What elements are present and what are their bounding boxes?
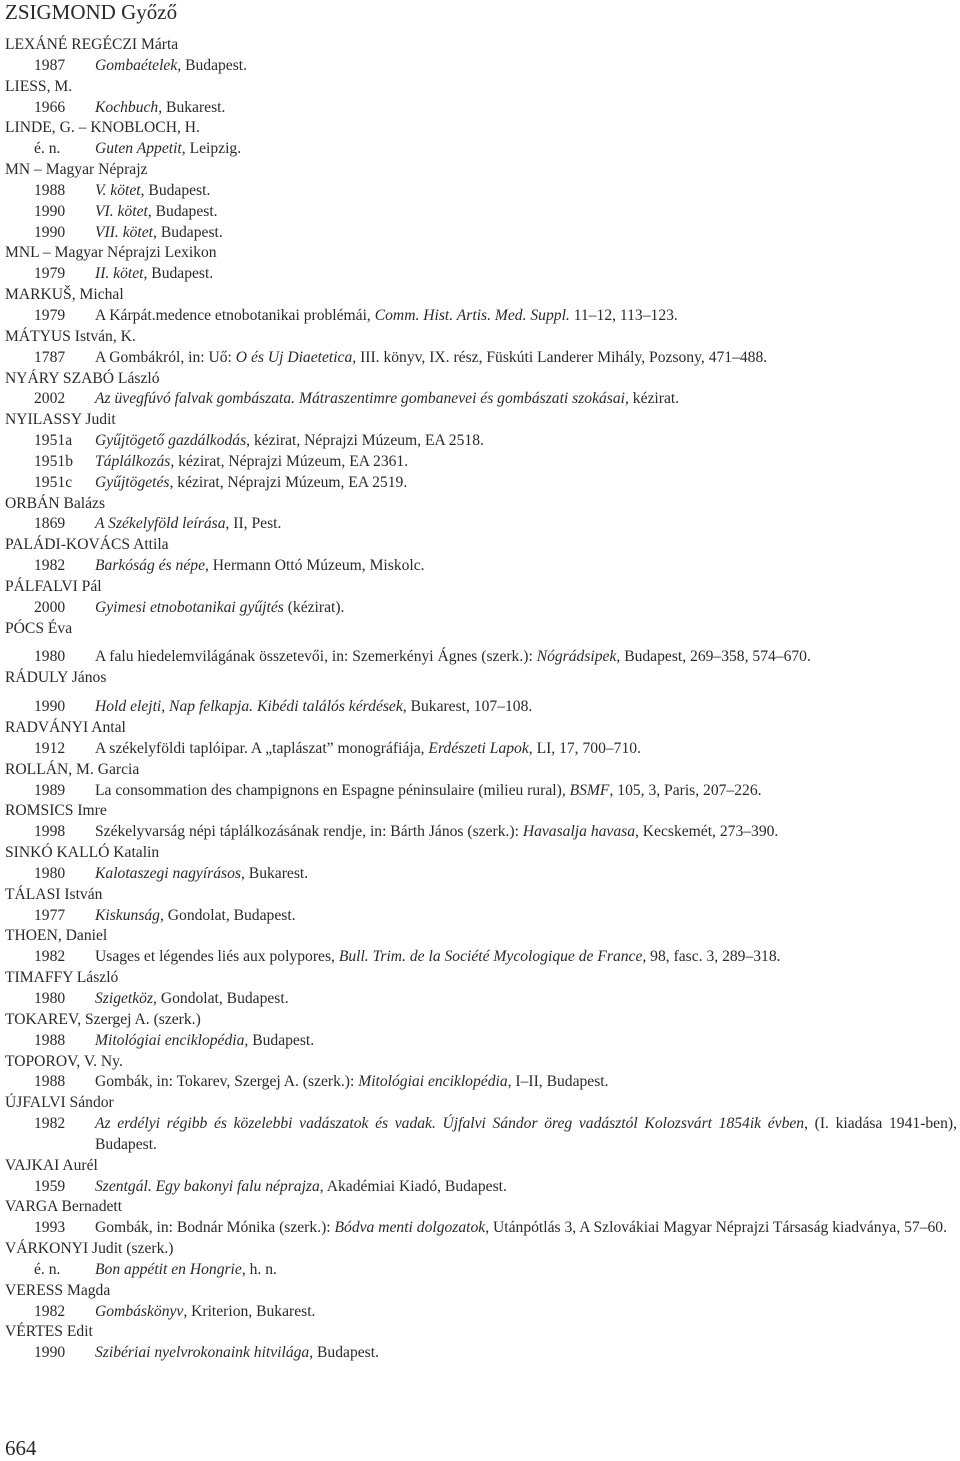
running-header: ZSIGMOND Győző (5, 0, 178, 24)
entry-text: Székelyvarság népi táplálkozásának rendje, in: Bárth János (szerk.): Havasalja havasa, Kecskemét, 273–390. (95, 823, 779, 841)
entry-item (5, 202, 957, 223)
entry-year: 1977 (34, 906, 66, 924)
bibliography-entry (5, 760, 957, 802)
entry-author: VÉRTES Edit (5, 1323, 93, 1341)
entry-year: 1982 (34, 948, 66, 966)
entry-author: PÁLFALVI Pál (5, 577, 102, 595)
entry-author: TOPOROV, V. Ny. (5, 1052, 123, 1070)
entry-year: 1912 (34, 739, 66, 757)
entry-author: MARKUŠ, Michal (5, 286, 124, 304)
entry-item (5, 739, 957, 760)
entry-year: 1959 (34, 1177, 66, 1195)
entry-item (5, 1114, 957, 1156)
entry-author: TIMAFFY László (5, 969, 119, 987)
entry-year: 1988 (34, 181, 66, 199)
entry-year: 1989 (34, 781, 66, 799)
entry-year: 1990 (34, 223, 66, 241)
entry-text: Kiskunság, Gondolat, Budapest. (95, 906, 296, 924)
entry-year: 1982 (34, 1302, 66, 1320)
entry-year: 1979 (34, 306, 66, 324)
entry-item (5, 647, 957, 668)
entry-author: THOEN, Daniel (5, 927, 108, 945)
entry-author: VARGA Bernadett (5, 1198, 123, 1216)
entry-item (5, 906, 957, 927)
bibliography-entry (5, 1322, 957, 1364)
bibliography-entry (5, 243, 957, 285)
page-number: 664 (5, 1436, 37, 1460)
entry-text: II. kötet, Budapest. (95, 265, 214, 283)
entry-text: Kalotaszegi nagyírásos, Bukarest. (95, 864, 309, 882)
entry-item (5, 1302, 957, 1323)
entry-year: 1993 (34, 1219, 66, 1237)
entry-text: Gyimesi etnobotanikai gyűjtés (kézirat). (95, 598, 345, 616)
entry-item (5, 1177, 957, 1198)
entry-year: 1990 (34, 202, 66, 220)
entry-item (5, 181, 957, 202)
bibliography-entry (5, 160, 957, 243)
entry-text: VI. kötet, Budapest. (95, 202, 218, 220)
entry-item (5, 1260, 957, 1281)
entry-item (5, 514, 957, 535)
bibliography-entry (5, 843, 957, 885)
entry-text: Szigetköz, Gondolat, Budapest. (95, 989, 289, 1007)
entry-author: TÁLASI István (5, 885, 103, 903)
entry-author: ÚJFALVI Sándor (5, 1094, 114, 1112)
entry-text: La consommation des champignons en Espagne péninsulaire (milieu rural), BSMF, 105, 3, Paris, 207–226. (95, 781, 762, 799)
entry-year: 1987 (34, 56, 66, 74)
bibliography-entry (5, 577, 957, 619)
entry-item (5, 139, 957, 160)
entry-item (5, 1343, 957, 1364)
entry-text: Bon appétit en Hongrie, h. n. (95, 1260, 277, 1278)
entry-author: RADVÁNYI Antal (5, 719, 126, 736)
bibliography-entry (5, 926, 957, 968)
entry-text: A székelyföldi taplóipar. A „taplászat” monográfiája, Erdészeti Lapok, LI, 17, 700–710. (95, 739, 641, 757)
bibliography-entry (5, 1239, 957, 1281)
entry-text: A Székelyföld leírása, II, Pest. (95, 515, 282, 533)
bibliography-entry (5, 327, 957, 369)
entry-text: Szentgál. Egy bakonyi falu néprajza, Akadémiai Kiadó, Budapest. (95, 1177, 507, 1195)
entry-item (5, 473, 957, 494)
entry-text: A Gombákról, in: Uő: O és Uj Diaetetica, III. könyv, IX. rész, Füskúti Landerer Mihály, Pozsony, 471–488. (95, 348, 768, 366)
entry-text: Usages et légendes liés aux polypores, Bull. Trim. de la Société Mycologique de France, 98, fasc. 3, 289–318. (95, 948, 781, 966)
entry-item (5, 223, 957, 244)
entry-text: Kochbuch, Bukarest. (95, 98, 226, 116)
bibliography-entry (5, 118, 957, 160)
entry-year: 1980 (34, 648, 66, 666)
entry-text: Szibériai nyelvrokonaink hitvilága, Budapest. (95, 1344, 379, 1362)
entry-text: Gombáskönyv, Kriterion, Bukarest. (95, 1302, 316, 1320)
entry-author: ROMSICS Imre (5, 802, 107, 820)
entry-author: VÁRKONYI Judit (szerk.) (5, 1240, 174, 1258)
entry-item (5, 822, 957, 843)
entry-year: 1980 (34, 864, 66, 882)
entry-year: 1951a (34, 432, 73, 450)
bibliography-entry (5, 1010, 957, 1052)
entry-year: 1869 (34, 515, 66, 533)
entry-text: Gyűjtögető gazdálkodás, kézirat, Néprajzi Múzeum, EA 2518. (95, 432, 484, 450)
entry-year: 1998 (34, 823, 66, 841)
entry-year: 1951c (34, 473, 73, 491)
entry-item (5, 947, 957, 968)
entry-item (5, 1031, 957, 1052)
entry-item (5, 98, 957, 119)
entry-text: Guten Appetit, Leipzig. (95, 140, 242, 158)
bibliography-entry (5, 1052, 957, 1094)
entry-item (5, 1072, 957, 1093)
entry-year: 1982 (34, 1115, 66, 1133)
entry-text: Gombaételek, Budapest. (95, 56, 248, 74)
entry-author: MÁTYUS István, K. (5, 327, 136, 345)
entry-author: PÓCS Éva (5, 619, 73, 637)
entry-author: SINKÓ KALLÓ Katalin (5, 844, 160, 862)
entry-item (5, 264, 957, 285)
entry-text: Táplálkozás, kézirat, Néprajzi Múzeum, EA 2361. (95, 452, 409, 470)
entry-item (5, 431, 957, 452)
bibliography-entry (5, 885, 957, 927)
bibliography-entry (5, 1093, 957, 1156)
entry-text: Gyűjtögetés, kézirat, Néprajzi Múzeum, EA 2519. (95, 473, 408, 491)
entry-text: Barkóság és népe, Hermann Ottó Múzeum, Miskolc. (95, 557, 425, 575)
bibliography-entry (5, 668, 957, 718)
entry-item (5, 781, 957, 802)
entry-item (5, 389, 957, 410)
entry-text: Az üvegfúvó falvak gombászata. Mátraszentimre gombanevei és gombászati szokásai, kézirat. (95, 390, 680, 408)
entry-year: 1951b (34, 452, 73, 470)
bibliography-entry (5, 494, 957, 536)
entry-author: LIESS, M. (5, 77, 73, 95)
bibliography-entry (5, 410, 957, 493)
entry-text: A falu hiedelemvilágának összetevői, in: Szemerkényi Ágnes (szerk.): Nógrádsipek, Budapest, 269–358, 574–670. (95, 648, 811, 666)
bibliography-entry (5, 35, 957, 77)
bibliography-entry (5, 1197, 957, 1239)
entry-text: A Kárpát.medence etnobotanikai problémái, Comm. Hist. Artis. Med. Suppl. 11–12, 113–123. (95, 306, 678, 324)
bibliography-entry (5, 1156, 957, 1198)
bibliography-list (5, 35, 957, 1364)
entry-year: 1980 (34, 989, 66, 1007)
entry-year: 1990 (34, 698, 66, 716)
bibliography-entry (5, 968, 957, 1010)
entry-item (5, 1218, 957, 1239)
entry-author: NYÁRY SZABÓ László (5, 369, 160, 387)
entry-author: VAJKAI Aurél (5, 1156, 98, 1174)
bibliography-entry (5, 535, 957, 577)
entry-item (5, 864, 957, 885)
entry-year: 1990 (34, 1344, 66, 1362)
entry-year: 1982 (34, 557, 66, 575)
entry-item (5, 697, 957, 718)
entry-text: Az erdélyi régibb és közelebbi vadászatok és vadak. Újfalvi Sándor öreg vadásztól Kolozsvárt 1854ik évben, (I. kiadása 1941-ben), Budapest. (95, 1115, 957, 1153)
bibliography-entry (5, 801, 957, 843)
entry-year: 2002 (34, 390, 66, 408)
entry-year: 1979 (34, 265, 66, 283)
entry-author: RÁDULY János (5, 669, 107, 687)
entry-year: 1966 (34, 98, 66, 116)
entry-year: 1787 (34, 348, 66, 366)
entry-author: VERESS Magda (5, 1281, 111, 1299)
entry-year: é. n. (34, 1260, 61, 1278)
bibliography-entry (5, 77, 957, 119)
entry-author: NYILASSY Judit (5, 411, 116, 429)
entry-text: V. kötet, Budapest. (95, 181, 211, 199)
bibliography-entry (5, 285, 957, 327)
entry-text: Gombák, in: Tokarev, Szergej A. (szerk.): Mitológiai enciklopédia, I–II, Budapest. (95, 1073, 609, 1091)
entry-author: ROLLÁN, M. Garcia (5, 760, 140, 778)
entry-item (5, 556, 957, 577)
entry-item (5, 348, 957, 369)
entry-item (5, 306, 957, 327)
entry-author: ORBÁN Balázs (5, 494, 106, 512)
bibliography-entry (5, 1281, 957, 1323)
entry-item (5, 598, 957, 619)
entry-author: MN – Magyar Néprajz (5, 161, 148, 179)
entry-text: Gombák, in: Bodnár Mónika (szerk.): Bódva menti dolgozatok, Utánpótlás 3, A Szlovákiai Magyar Néprajzi Társaság kiadványa, 57–60. (95, 1219, 948, 1237)
entry-author: LINDE, G. – KNOBLOCH, H. (5, 119, 200, 137)
entry-author: LEXÁNÉ REGÉCZI Márta (5, 36, 179, 53)
entry-item (5, 56, 957, 77)
bibliography-entry (5, 619, 957, 669)
entry-text: VII. kötet, Budapest. (95, 223, 223, 241)
entry-year: 1988 (34, 1073, 66, 1091)
entry-year: 2000 (34, 598, 66, 616)
entry-year: 1988 (34, 1031, 66, 1049)
entry-author: MNL – Magyar Néprajzi Lexikon (5, 244, 217, 262)
entry-year: é. n. (34, 140, 61, 158)
bibliography-entry (5, 718, 957, 760)
entry-text: Mitológiai enciklopédia, Budapest. (95, 1031, 315, 1049)
entry-item (5, 452, 957, 473)
entry-item (5, 989, 957, 1010)
entry-author: TOKAREV, Szergej A. (szerk.) (5, 1010, 201, 1028)
entry-author: PALÁDI-KOVÁCS Attila (5, 536, 169, 554)
bibliography-entry (5, 369, 957, 411)
entry-text: Hold elejti, Nap felkapja. Kibédi találós kérdések, Bukarest, 107–108. (95, 698, 533, 716)
